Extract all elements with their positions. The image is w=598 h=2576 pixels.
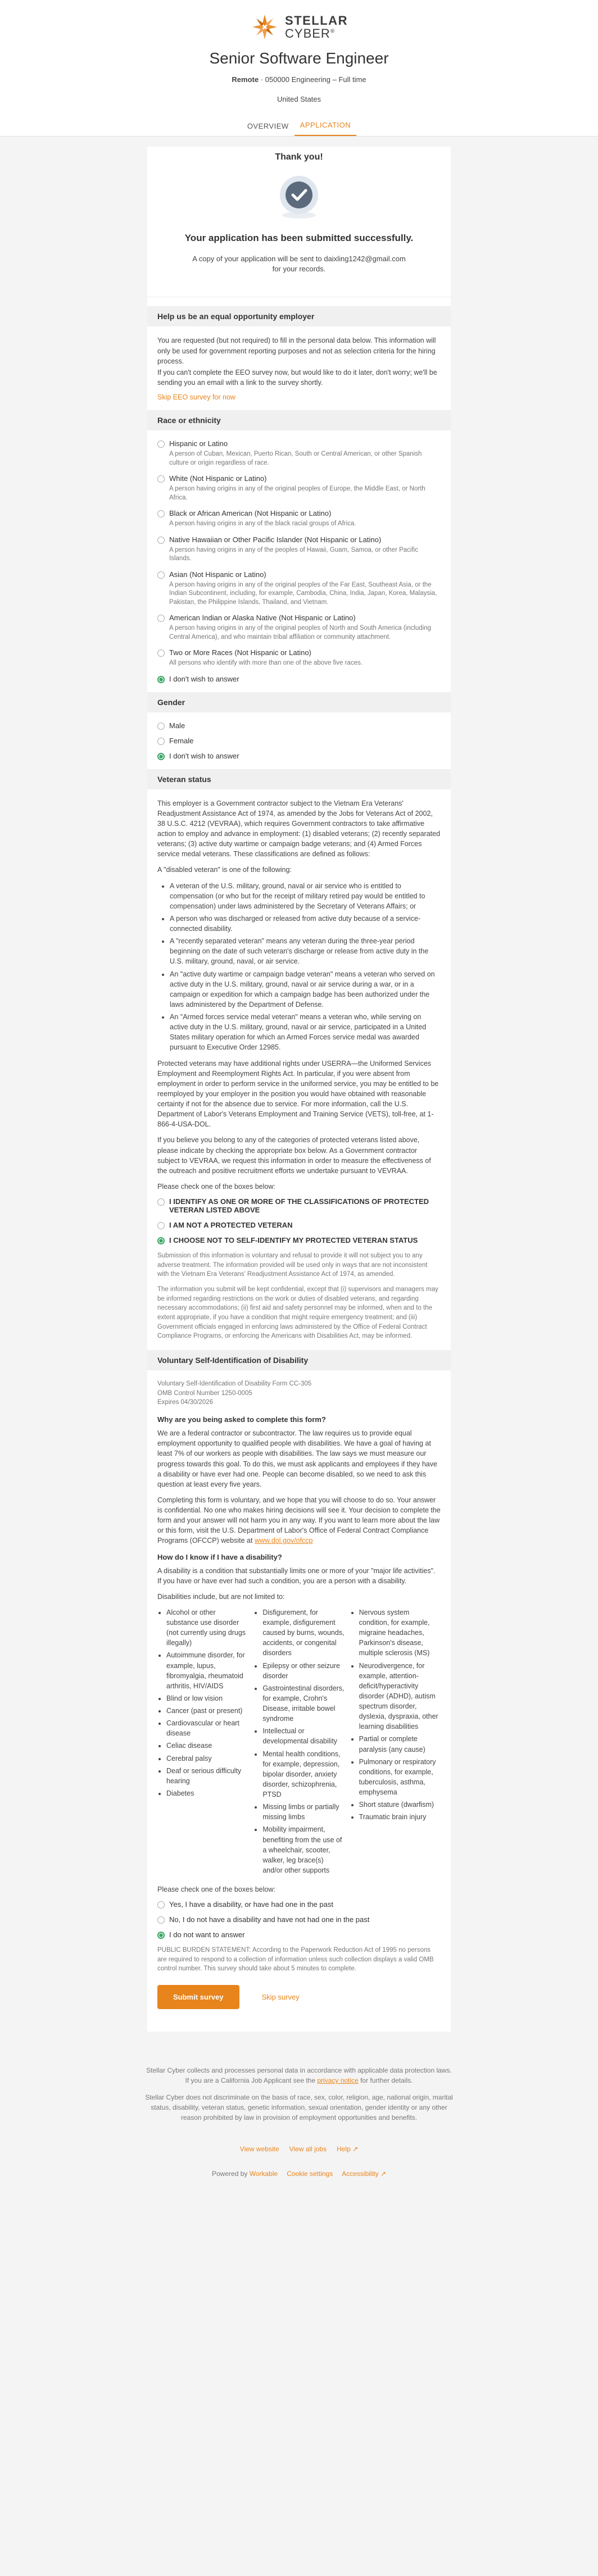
veteran-intro: This employer is a Government contractor subject to the Vietnam Era Veterans' Readjustment Assistance Act of 1974, as amended by the Jobs for Veterans Act of 2002, 38 U.S.C. 4212 (VEVRAA), which requires Government contractors to take affirmative action to employ and advance in employment: (1) disabled veterans; (2) recently separated veterans; (3) active duty wartime or campaign badge veterans; and (4) Armed Forces service medal veterans. These classifications are defined as follows: — [157, 799, 441, 858]
examples-intro: Disabilities include, but are not limited to: — [157, 1592, 285, 1601]
privacy-text-end: for further details. — [358, 2077, 413, 2085]
option-description: A person having origins in any of the original peoples of the Far East, Southeast Asia, or the Indian Subcontinent, including, for example, Cambodia, China, India, Japan, Korea, Malaysia, Pakistan, the Philippine Islands, Thailand, and Vietnam. — [169, 581, 437, 606]
footer-links — [0, 2145, 598, 2153]
skip-eeo-link[interactable]: Skip EEO survey for now — [157, 393, 235, 401]
veteran-heading: Veteran status — [147, 769, 451, 789]
list-item: • Neurodivergence, for example, attention-deficit/hyperactivity disorder (ADHD), autism spectrum disorder, dyslexia, dyspraxia, other learning disabilities — [359, 1661, 441, 1732]
vevraa-paragraph: If you believe you belong to any of the categories of protected veterans listed above, please indicate by checking the appropriate box below. As a Government contractor subject to VEVRAA, we request this information in order to measure the effectiveness of the outreach and positive recruitment efforts we undertake pursuant to VEVRAA. — [157, 1136, 431, 1175]
option-label: I AM NOT A PROTECTED VETERAN — [169, 1221, 293, 1230]
radio-button-selected[interactable] — [157, 676, 165, 683]
definition-paragraph: A disability is a condition that substantially limits one or more of your "major life activities". If you have or have ever had such a condition, you are a person with a disability. — [157, 1566, 436, 1585]
list-item: • An "active duty wartime or campaign badge veteran" means a veteran who served on active duty in the U.S. military, ground, naval or air service during a war, or in a campaign or expedition for which a campaign badge has been authorized under the laws administered by the Department of Defense. — [170, 969, 441, 1010]
list-item: • Disfigurement, for example, disfigurement caused by burns, wounds, accidents, or congenital disorders — [262, 1607, 344, 1659]
examples-col-2 — [253, 1607, 344, 1878]
list-item: • Nervous system condition, for example, migraine headaches, Parkinson's disease, multiple sclerosis (MS) — [359, 1607, 441, 1659]
examples-col-3 — [350, 1607, 441, 1878]
list-item: • Cardiovascular or heart disease — [166, 1718, 248, 1738]
list-item: • Alcohol or other substance use disorder (not currently using drugs illegally) — [166, 1607, 248, 1648]
view-website-link[interactable]: View website — [239, 2145, 279, 2154]
view-all-jobs-link[interactable]: View all jobs — [289, 2145, 327, 2154]
disability-examples — [157, 1607, 441, 1878]
eeo-intro: You are requested (but not required) to fill in the personal data below. This information will only be used for government reporting purposes and not as selection criteria for the hiring process. — [157, 337, 436, 365]
list-item: • Pulmonary or respiratory conditions, for example, tuberculosis, asthma, emphysema — [359, 1757, 441, 1798]
race-heading: Race or ethnicity — [147, 410, 451, 430]
list-item: • Cerebral palsy — [166, 1753, 248, 1764]
radio-button[interactable] — [157, 723, 165, 730]
radio-button[interactable] — [157, 440, 165, 448]
option-label: I CHOOSE NOT TO SELF-IDENTIFY MY PROTECTED VETERAN STATUS — [169, 1236, 418, 1245]
veteran-definitions — [157, 881, 441, 1053]
logo-reg: ® — [330, 28, 336, 35]
survey-actions — [147, 1979, 451, 2009]
option-label: Yes, I have a disability, or have had one in the past — [169, 1900, 333, 1909]
option-description: A person of Cuban, Mexican, Puerto Rican, South or Central American, or other Spanish culture or origin regardless of race. — [169, 451, 422, 466]
copy-notice-line1: A copy of your application will be sent to daixling1242@gmail.com — [192, 255, 406, 263]
help-label: Help — [337, 2145, 351, 2154]
radio-button-selected[interactable] — [157, 753, 165, 760]
application-card — [147, 147, 451, 2032]
race-option-decline[interactable] — [157, 675, 441, 683]
option-label: Black or African American (Not Hispanic or Latino) — [169, 509, 332, 518]
list-item: • Short stature (dwarfism) — [359, 1800, 441, 1810]
option-description: A person having origins in any of the original peoples of Europe, the Middle East, or North Africa. — [169, 485, 425, 501]
option-label: I do not want to answer — [169, 1930, 245, 1939]
radio-button[interactable] — [157, 510, 165, 517]
privacy-line1: Stellar Cyber collects and processes personal data in accordance with applicable data protection laws. — [146, 2066, 452, 2075]
company-logo[interactable] — [250, 9, 348, 45]
gender-option-decline[interactable] — [157, 752, 441, 760]
thank-you-heading: Thank you! — [275, 152, 323, 162]
page-header — [0, 0, 598, 137]
list-item: • Intellectual or developmental disability — [262, 1726, 344, 1746]
job-location: United States — [277, 95, 321, 103]
public-burden-statement: PUBLIC BURDEN STATEMENT: According to the Paperwork Reduction Act of 1995 no persons are required to respond to a collection of information unless such collection displays a valid OMB control number. This survey should take about 5 minutes to complete. — [157, 1947, 434, 1973]
list-item: • Blind or low vision — [166, 1693, 248, 1703]
veteran-option-identify[interactable] — [157, 1197, 441, 1214]
list-item: • Mental health conditions, for example, depression, bipolar disorder, anxiety disorder, schizophrenia, PTSD — [262, 1749, 344, 1800]
stellar-cyber-logo-icon — [250, 12, 279, 42]
voluntary-text: Completing this form is voluntary, and we hope that you will choose to do so. Your answer is confidential. No one who makes hiring decisions will see it. Your decision to complete the form and your answer will not harm you in any way. If you want to learn more about the law or this form, visit the U.S. Department of Labor's Office of Federal Contract Compliance Programs (OFCCP) website at — [157, 1496, 441, 1545]
powered-by-label — [212, 2170, 278, 2178]
cookie-settings-link[interactable]: Cookie settings — [287, 2170, 333, 2178]
external-link-icon: ↗ — [352, 2145, 359, 2154]
radio-button[interactable] — [157, 537, 165, 544]
option-label: Two or More Races (Not Hispanic or Latino) — [169, 648, 311, 657]
privacy-notice-link[interactable]: privacy notice — [317, 2077, 359, 2085]
option-description: A person having origins in any of the peoples of Hawaii, Guam, Samoa, or other Pacific Islands. — [169, 546, 418, 562]
checkmark-badge-icon — [274, 171, 324, 222]
form-identifier — [157, 1379, 441, 1407]
job-meta — [0, 75, 598, 84]
gender-option-male[interactable] — [157, 721, 441, 730]
why-paragraph: We are a federal contractor or subcontractor. The law requires us to provide equal employment opportunity to qualified people with disabilities. We have a goal of having at least 7% of our workers as people with disabilities. The law says we must measure our progress towards this goal. To do this, we must ask applicants and employees if they have a disability or have ever had one. People can become disabled, so we need to ask this question at least every five years. — [157, 1429, 437, 1488]
veteran-option-decline[interactable] — [157, 1236, 441, 1244]
race-option-two-or-more[interactable] — [157, 648, 441, 668]
radio-button[interactable] — [157, 571, 165, 579]
radio-button[interactable] — [157, 1916, 165, 1924]
job-department: · 050000 Engineering – Full time — [259, 75, 366, 84]
radio-button-selected[interactable] — [157, 1932, 165, 1939]
nondiscrimination-statement: Stellar Cyber does not discriminate on the basis of race, sex, color, religion, age, national origin, marital status, disability, veteran status, genetic information, sexual orientation, gender identity or any other reason prohibited by law in provision of employment opportunities and benefits. — [145, 2093, 453, 2122]
privacy-text: If you are a California Job Applicant see the — [185, 2077, 318, 2085]
option-label: I don't wish to answer — [169, 751, 239, 760]
gender-heading: Gender — [147, 692, 451, 712]
list-item: • A person who was discharged or released from active duty because of a service-connected disability. — [170, 914, 441, 934]
why-heading: Why are you being asked to complete this form? — [157, 1415, 326, 1424]
tab-overview[interactable]: OVERVIEW — [247, 122, 289, 130]
disability-heading: Voluntary Self-Identification of Disability — [147, 1350, 451, 1370]
external-link-icon: ↗ — [380, 2170, 386, 2178]
option-description: A person having origins in any of the original peoples of North and South America (including Central America), and who maintain tribal affiliation or community attachment. — [169, 625, 432, 640]
ofccp-link[interactable]: www.dol.gov/ofccp — [254, 1537, 313, 1545]
radio-button-selected[interactable] — [157, 1237, 165, 1244]
option-label: No, I do not have a disability and have not had one in the past — [169, 1915, 370, 1924]
radio-button[interactable] — [157, 1901, 165, 1909]
how-heading: How do I know if I have a disability? — [157, 1552, 282, 1561]
race-option-black[interactable] — [157, 509, 441, 529]
examples-col-1 — [157, 1607, 248, 1878]
option-label: Asian (Not Hispanic or Latino) — [169, 570, 266, 579]
option-label: American Indian or Alaska Native (Not Hispanic or Latino) — [169, 614, 356, 623]
confirmation-panel — [147, 147, 451, 297]
disability-section — [147, 1379, 451, 1974]
list-item: • A veteran of the U.S. military, ground, naval or air service who is entitled to compensation (or who but for the receipt of military retired pay would be entitled to compensation) under laws administered by the Secretary of Veterans Affairs; or — [170, 881, 441, 911]
race-option-asian[interactable] — [157, 570, 441, 607]
disability-option-yes[interactable] — [157, 1900, 441, 1909]
page-footer — [0, 2032, 598, 2200]
gender-options — [147, 721, 451, 760]
list-item: • Traumatic brain injury — [359, 1812, 441, 1822]
submit-survey-button[interactable]: Submit survey — [157, 1985, 239, 2009]
voluntary-paragraph — [157, 1495, 441, 1546]
logo-line2: CYBER — [285, 26, 330, 40]
veteran-section — [147, 798, 451, 1341]
list-item: • A "recently separated veteran" means any veteran during the three-year period beginning on the date of such veteran's discharge or release from active duty in the U.S. military, ground, naval, or air service. — [170, 936, 441, 966]
radio-button[interactable] — [157, 649, 165, 657]
privacy-line2 — [0, 2075, 598, 2086]
check-one-prompt: Please check one of the boxes below: — [157, 1182, 275, 1191]
accessibility-label: Accessibility — [342, 2170, 379, 2178]
race-options — [147, 439, 451, 683]
option-label: Hispanic or Latino — [169, 439, 228, 448]
list-item: • Autoimmune disorder, for example, lupus, fibromyalgia, rheumatoid arthritis, HIV/AIDS — [166, 1650, 248, 1691]
skip-survey-button[interactable]: Skip survey — [261, 1993, 300, 2002]
help-link[interactable] — [337, 2145, 358, 2153]
veteran-option-not-protected[interactable] — [157, 1221, 441, 1229]
radio-button[interactable] — [157, 615, 165, 622]
option-label: White (Not Hispanic or Latino) — [169, 474, 267, 483]
success-headline: Your application has been submitted successfully. — [184, 233, 414, 243]
option-label: I don't wish to answer — [169, 674, 239, 683]
list-item: • Missing limbs or partially missing limbs — [262, 1802, 344, 1822]
userra-paragraph: Protected veterans may have additional rights under USERRA—the Uniformed Services Employment and Reemployment Rights Act. In particular, if you were absent from employment in order to perform service in the uniformed service, you may be entitled to be reemployed by your employer in the position you would have obtained with reasonable certainty if not for the absence due to service. For more information, call the U.S. Department of Labor's Veterans Employment and Training Service (VETS), toll-free, at 1-866-4-USA-DOL. — [157, 1059, 439, 1129]
job-tabs — [0, 116, 598, 136]
copy-notice-line2: for your records. — [272, 265, 326, 274]
list-item: • Mobility impairment, benefiting from the use of a wheelchair, scooter, walker, leg brace(s) and/or other supports — [262, 1824, 344, 1875]
eeo-intro-later: If you can't complete the EEO survey now, but would like to do it later, don't worry; we'll be sending you an email with a link to the survey shortly. — [157, 368, 437, 387]
list-item: • Deaf or serious difficulty hearing — [166, 1766, 248, 1786]
disability-option-decline[interactable] — [157, 1930, 441, 1939]
race-option-native[interactable] — [157, 614, 441, 642]
tab-application[interactable]: APPLICATION — [295, 121, 357, 136]
workable-link[interactable]: Workable — [249, 2170, 278, 2178]
gender-option-female[interactable] — [157, 737, 441, 745]
form-number: Voluntary Self-Identification of Disability Form CC-305 — [157, 1380, 312, 1388]
job-title: Senior Software Engineer — [209, 49, 389, 67]
powered-by-text: Powered by — [212, 2170, 248, 2178]
option-label: Female — [169, 736, 194, 745]
list-item: • Cancer (past or present) — [166, 1706, 248, 1716]
list-item: • Diabetes — [166, 1788, 248, 1798]
radio-button[interactable] — [157, 1198, 165, 1206]
race-option-hispanic[interactable] — [157, 439, 441, 467]
list-item: • An "Armed forces service medal veteran" means a veteran who, while serving on active duty in the U.S. military, ground, naval or air service, participated in a United States military operation for which an Armed Forces service medal was awarded pursuant to Executive Order 12985. — [170, 1012, 441, 1053]
race-option-pacific[interactable] — [157, 535, 441, 564]
veteran-fine-print-2: The information you submit will be kept confidential, except that (i) supervisors and managers may be informed regarding restrictions on the work or duties of disabled veterans, and regarding necessary accommodations; (ii) first aid and safety personnel may be informed, when and to the extent appropriate, if you have a condition that might require emergency treatment; and (iii) Government officials engaged in enforcing laws administered by the Office of Federal Contract Compliance Programs, or enforcing the Americans with Disabilities Act, may be informed. — [157, 1286, 438, 1340]
list-item: • Partial or complete paralysis (any cause) — [359, 1734, 441, 1754]
powered-by-bar — [0, 2170, 598, 2178]
option-label: Native Hawaiian or Other Pacific Islander (Not Hispanic or Latino) — [169, 535, 382, 544]
veteran-fine-print-1: Submission of this information is voluntary and refusal to provide it will not subject you to any adverse treatment. The information provided will be used only in ways that are not inconsistent with the Vietnam Era Veterans' Readjustment Assistance Act of 1974, as amended. — [157, 1252, 428, 1278]
disabled-veteran-def: A "disabled veteran" is one of the following: — [157, 866, 292, 874]
race-option-white[interactable] — [157, 474, 441, 502]
eeo-heading: Help us be an equal opportunity employer — [147, 306, 451, 326]
form-expiry: Expires 04/30/2026 — [157, 1399, 214, 1406]
option-description: A person having origins in any of the black racial groups of Africa. — [169, 520, 356, 528]
logo-line1: STELLAR — [285, 13, 348, 28]
check-one-prompt: Please check one of the boxes below: — [157, 1886, 275, 1894]
list-item: • Celiac disease — [166, 1741, 248, 1751]
job-remote: Remote — [232, 75, 259, 84]
radio-button[interactable] — [157, 475, 165, 483]
accessibility-link[interactable] — [342, 2170, 386, 2178]
radio-button[interactable] — [157, 1222, 165, 1229]
option-label: Male — [169, 721, 185, 730]
list-item: • Epilepsy or other seizure disorder — [262, 1661, 344, 1681]
option-description: All persons who identify with more than one of the above five races. — [169, 660, 363, 667]
omb-number: OMB Control Number 1250-0005 — [157, 1389, 252, 1397]
list-item: • Gastrointestinal disorders, for example, Crohn's Disease, irritable bowel syndrome — [262, 1683, 344, 1724]
radio-button[interactable] — [157, 738, 165, 745]
disability-option-no[interactable] — [157, 1915, 441, 1924]
option-label: I IDENTIFY AS ONE OR MORE OF THE CLASSIFICATIONS OF PROTECTED VETERAN LISTED ABOVE — [169, 1197, 429, 1215]
